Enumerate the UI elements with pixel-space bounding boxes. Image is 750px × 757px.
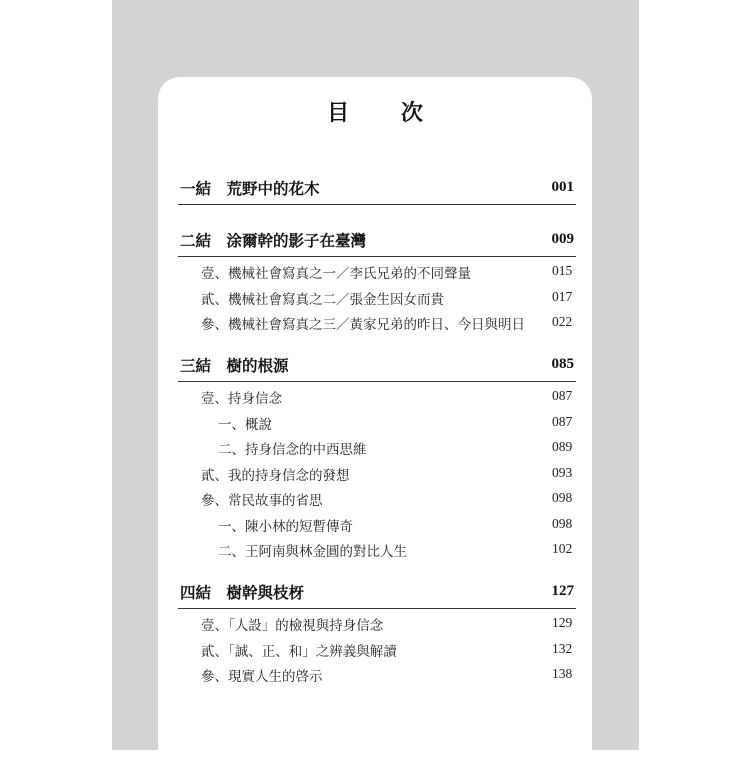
toc-entry[interactable] (0, 387, 750, 409)
chapter-title: 四結 樹幹與枝枒 (180, 583, 305, 602)
toc-entry-page-number: 087 (552, 388, 573, 403)
toc-entry-label: 一、概說 (218, 416, 272, 433)
chapter-title: 三結 樹的根源 (180, 356, 289, 375)
toc-entry-page-number: 102 (552, 541, 573, 556)
toc-entry[interactable] (0, 438, 750, 460)
toc-entry-page-number: 087 (552, 413, 573, 429)
toc-entry[interactable] (0, 640, 750, 662)
toc-entry[interactable] (0, 464, 750, 486)
toc-entry-page-number: 129 (552, 615, 573, 630)
chapter-page-number: 127 (551, 583, 574, 599)
chapter-heading[interactable] (178, 228, 576, 257)
toc-entry-page-number: 022 (552, 314, 573, 329)
toc-entry-page-number: 098 (552, 515, 573, 531)
toc-entry-page-number: 132 (552, 640, 573, 656)
toc-entry[interactable] (0, 413, 750, 435)
toc-entry[interactable] (0, 262, 750, 284)
toc-entry-page-number: 015 (552, 263, 573, 278)
toc-entry-label: 二、持身信念的中西思維 (218, 442, 367, 458)
chapter-heading[interactable] (178, 176, 576, 205)
toc-entry-label: 貳、我的持身信念的發想 (201, 467, 350, 484)
toc-entry[interactable] (0, 515, 750, 537)
toc-entry-page-number: 017 (552, 288, 573, 304)
toc-entry-label: 二、王阿南與林金圓的對比人生 (218, 544, 407, 560)
toc-entry-label: 貳、機械社會寫真之二／張金生因女而貴 (201, 291, 444, 308)
toc-entry-page-number: 138 (552, 666, 573, 681)
chapter-heading[interactable] (178, 353, 576, 382)
chapter-page-number: 085 (551, 356, 574, 372)
chapter-title: 二結 涂爾幹的影子在臺灣 (180, 231, 367, 250)
toc-entry[interactable] (0, 665, 750, 687)
chapter-title: 一結 荒野中的花木 (180, 179, 320, 198)
chapter-heading[interactable] (178, 580, 576, 609)
toc-entry-page-number: 098 (552, 490, 573, 505)
toc-entry[interactable] (0, 540, 750, 562)
chapter-page-number: 009 (551, 231, 574, 247)
toc-entry-label: 壹、持身信念 (201, 391, 282, 407)
toc-entry[interactable] (0, 313, 750, 335)
toc-entry[interactable] (0, 288, 750, 310)
toc-title: 目 次 (327, 100, 445, 126)
toc-entry-label: 一、陳小林的短暫傳奇 (218, 518, 353, 535)
toc-entry-label: 壹、機械社會寫真之一／李氏兄弟的不同聲量 (201, 266, 471, 282)
toc-entry-page-number: 089 (552, 439, 573, 454)
toc-entry[interactable] (0, 614, 750, 636)
toc-entry-label: 壹、「人設」的檢視與持身信念 (201, 618, 384, 634)
toc-entry-label: 參、機械社會寫真之三／黃家兄弟的昨日、今日與明日 (201, 317, 525, 333)
toc-entry-label: 參、常民故事的省思 (201, 493, 323, 509)
toc-entry-label: 參、現實人生的啓示 (201, 669, 323, 685)
toc-entry-label: 貳、「誠、正、和」之辨義與解讀 (201, 643, 397, 660)
chapter-page-number: 001 (551, 179, 574, 195)
toc-entry[interactable] (0, 489, 750, 511)
toc-entry-page-number: 093 (552, 464, 573, 480)
